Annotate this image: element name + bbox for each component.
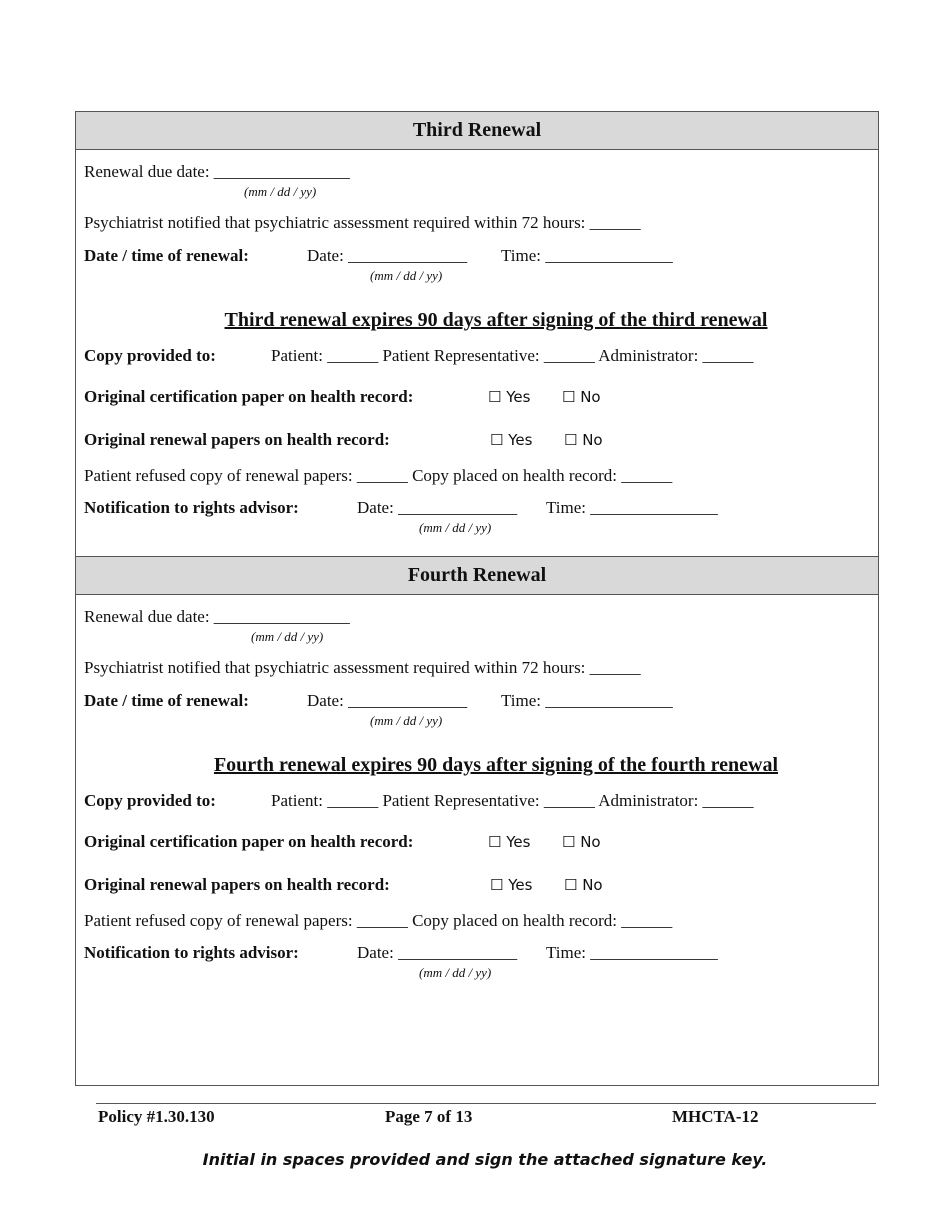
rights-advisor-date-hint: (mm / dd / yy) — [419, 965, 492, 980]
signature-instruction: Initial in spaces provided and sign the attached signature key. — [202, 1150, 768, 1169]
original-renewal-papers-label: Original renewal papers on health record: — [84, 875, 390, 894]
form-code: MHCTA-12 — [672, 1107, 759, 1126]
rights-advisor-time-field[interactable]: Time: _______________ — [546, 498, 718, 517]
rights-advisor-date-field[interactable]: Date: ______________ — [357, 498, 518, 517]
certification-no-checkbox[interactable]: ☐ No — [562, 833, 601, 851]
renewal-form — [75, 111, 879, 1086]
section-title: Fourth Renewal — [76, 557, 878, 595]
rights-advisor-time-field[interactable]: Time: _______________ — [546, 943, 718, 962]
rights-advisor-label: Notification to rights advisor: — [84, 498, 299, 517]
original-certification-label: Original certification paper on health record: — [84, 832, 414, 851]
psychiatrist-notified-field[interactable]: Psychiatrist notified that psychiatric assessment required within 72 hours: ______ — [84, 213, 641, 232]
certification-no-checkbox[interactable]: ☐ No — [562, 388, 601, 406]
policy-number: Policy #1.30.130 — [98, 1107, 215, 1126]
original-certification-label: Original certification paper on health record: — [84, 387, 414, 406]
renewal-due-date-field[interactable]: Renewal due date: ________________ — [84, 162, 350, 181]
renewal-papers-yes-checkbox[interactable]: ☐ Yes — [490, 431, 533, 449]
renewal-due-date-hint: (mm / dd / yy) — [244, 184, 317, 199]
renewal-date-hint: (mm / dd / yy) — [370, 268, 443, 283]
rights-advisor-label: Notification to rights advisor: — [84, 943, 299, 962]
certification-yes-checkbox[interactable]: ☐ Yes — [488, 833, 531, 851]
copy-provided-label: Copy provided to: — [84, 791, 216, 810]
section-title: Third Renewal — [76, 112, 878, 150]
expiry-notice: Fourth renewal expires 90 days after signing of the fourth renewal — [213, 754, 779, 776]
renewal-time-field[interactable]: Time: _______________ — [501, 246, 673, 265]
renewal-time-field[interactable]: Time: _______________ — [501, 691, 673, 710]
footer-rule — [96, 1103, 876, 1104]
page-number: Page 7 of 13 — [385, 1107, 473, 1126]
expiry-notice: Third renewal expires 90 days after signing of the third renewal — [224, 309, 768, 331]
rights-advisor-date-hint: (mm / dd / yy) — [419, 520, 492, 535]
original-renewal-papers-label: Original renewal papers on health record: — [84, 430, 390, 449]
renewal-papers-yes-checkbox[interactable]: ☐ Yes — [490, 876, 533, 894]
certification-yes-checkbox[interactable]: ☐ Yes — [488, 388, 531, 406]
copy-provided-label: Copy provided to: — [84, 346, 216, 365]
rights-advisor-date-field[interactable]: Date: ______________ — [357, 943, 518, 962]
psychiatrist-notified-field[interactable]: Psychiatrist notified that psychiatric assessment required within 72 hours: ______ — [84, 658, 641, 677]
renewal-date-field[interactable]: Date: ______________ — [307, 691, 468, 710]
renewal-date-hint: (mm / dd / yy) — [370, 713, 443, 728]
renewal-due-date-hint: (mm / dd / yy) — [251, 629, 324, 644]
copy-provided-fields[interactable]: Patient: ______ Patient Representative: ______ Administrator: ______ — [271, 346, 754, 365]
renewal-due-date-field[interactable]: Renewal due date: ________________ — [84, 607, 350, 626]
renewal-papers-no-checkbox[interactable]: ☐ No — [564, 876, 603, 894]
date-time-renewal-label: Date / time of renewal: — [84, 246, 249, 265]
renewal-date-field[interactable]: Date: ______________ — [307, 246, 468, 265]
copy-provided-fields[interactable]: Patient: ______ Patient Representative: ______ Administrator: ______ — [271, 791, 754, 810]
patient-refused-field[interactable]: Patient refused copy of renewal papers: ______ Copy placed on health record: ______ — [84, 466, 673, 485]
patient-refused-field[interactable]: Patient refused copy of renewal papers: ______ Copy placed on health record: ______ — [84, 911, 673, 930]
renewal-papers-no-checkbox[interactable]: ☐ No — [564, 431, 603, 449]
date-time-renewal-label: Date / time of renewal: — [84, 691, 249, 710]
